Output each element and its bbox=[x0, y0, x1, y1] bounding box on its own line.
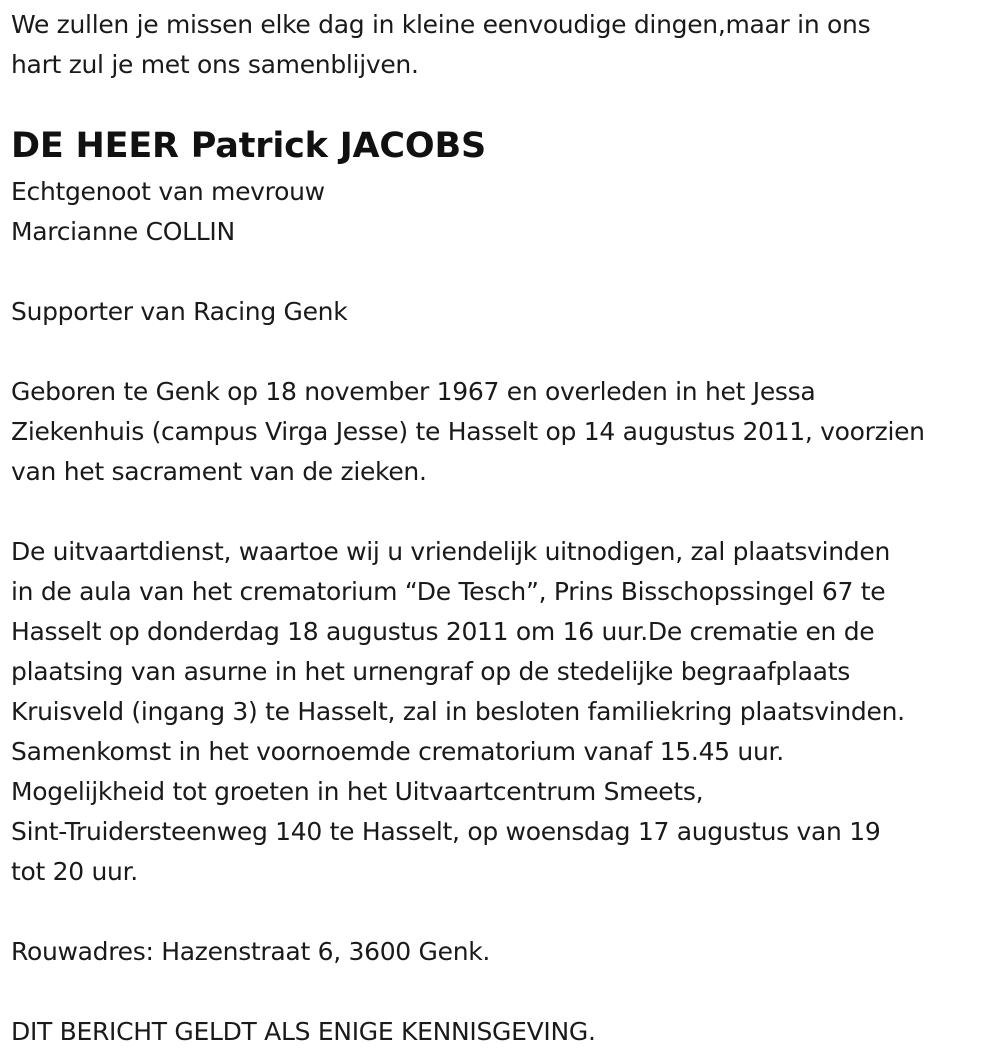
ceremony-line: in de aula van het crematorium “De Tesch”, Prins Bisschopssingel 67 te bbox=[11, 577, 886, 606]
mourning-address: Rouwadres: Hazenstraat 6, 3600 Genk. bbox=[11, 937, 491, 966]
spacer bbox=[11, 332, 991, 372]
spouse-line: Marcianne COLLIN bbox=[11, 217, 235, 246]
ceremony-line: De uitvaartdienst, waartoe wij u vriendelijk uitnodigen, zal plaatsvinden bbox=[11, 537, 891, 566]
ceremony-line: Mogelijkheid tot groeten in het Uitvaartcentrum Smeets, bbox=[11, 777, 704, 806]
birth-death-paragraph bbox=[11, 372, 991, 492]
birth-death-line: Geboren te Genk op 18 november 1967 en overleden in het Jessa bbox=[11, 377, 816, 406]
ceremony-line: Hasselt op donderdag 18 augustus 2011 om 16 uur.De crematie en de bbox=[11, 617, 875, 646]
birth-death-line: Ziekenhuis (campus Virga Jesse) te Hasselt op 14 augustus 2011, voorzien bbox=[11, 417, 925, 446]
birth-death-line: van het sacrament van de zieken. bbox=[11, 457, 427, 486]
ceremony-line: tot 20 uur. bbox=[11, 857, 138, 886]
death-notice bbox=[11, 5, 991, 1052]
spouse-line: Echtgenoot van mevrouw bbox=[11, 177, 325, 206]
ceremony-line: Kruisveld (ingang 3) te Hasselt, zal in besloten familiekring plaatsvinden. bbox=[11, 697, 905, 726]
spacer bbox=[11, 892, 991, 932]
supporter-text: Supporter van Racing Genk bbox=[11, 297, 348, 326]
quote-line: hart zul je met ons samenblijven. bbox=[11, 50, 419, 79]
ceremony-paragraph bbox=[11, 532, 991, 892]
quote-line: We zullen je missen elke dag in kleine eenvoudige dingen,maar in ons bbox=[11, 10, 871, 39]
ceremony-line: plaatsing van asurne in het urnengraf op de stedelijke begraafplaats bbox=[11, 657, 850, 686]
ceremony-line: Samenkomst in het voornoemde crematorium vanaf 15.45 uur. bbox=[11, 737, 784, 766]
spacer bbox=[11, 252, 991, 292]
closing-statement: DIT BERICHT GELDT ALS ENIGE KENNISGEVING. bbox=[11, 1017, 596, 1046]
quote-paragraph bbox=[11, 5, 991, 85]
deceased-name: DE HEER Patrick JACOBS bbox=[11, 126, 486, 166]
ceremony-line: Sint-Truidersteenweg 140 te Hasselt, op woensdag 17 augustus van 19 bbox=[11, 817, 881, 846]
spouse-paragraph bbox=[11, 172, 991, 252]
spacer bbox=[11, 972, 991, 1012]
spacer bbox=[11, 492, 991, 532]
